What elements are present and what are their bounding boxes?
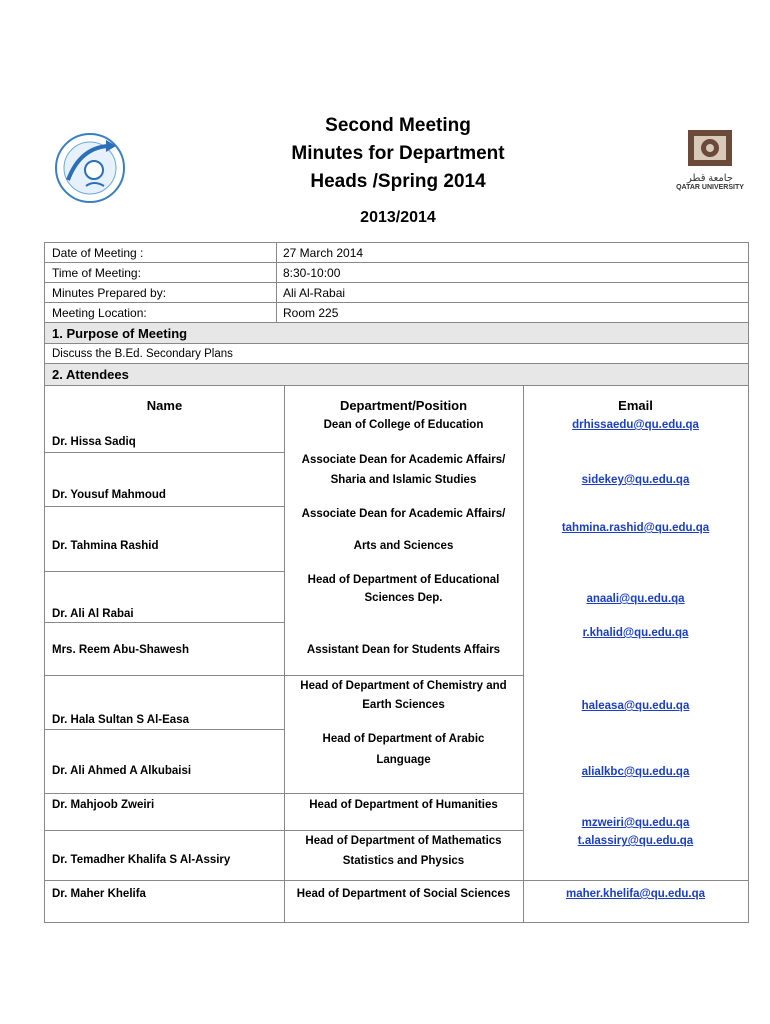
attendee-dept: Head of Department of Humanities	[309, 799, 498, 811]
attendee-name: Dr. Ali Ahmed A Alkubaisi	[52, 765, 192, 777]
name-column-header: Name	[146, 398, 183, 413]
purpose-text: Discuss the B.Ed. Secondary Plans	[52, 348, 233, 360]
attendee-dept-line2: Sharia and Islamic Studies	[330, 474, 477, 486]
attendee-email-link[interactable]: haleasa@qu.edu.qa	[581, 700, 690, 712]
purpose-row	[45, 344, 748, 364]
date-value: 27 March 2014	[283, 246, 364, 260]
attendee-dept-line2: Statistics and Physics	[342, 855, 465, 867]
attendee-email-link[interactable]: mzweiri@qu.edu.qa	[581, 817, 690, 829]
qatar-university-logo	[674, 128, 746, 190]
attendee-name: Mrs. Reem Abu-Shawesh	[52, 644, 189, 656]
attendee-dept-line2: Language	[376, 754, 431, 766]
attendees-section-header	[45, 364, 748, 386]
attendee-dept: Associate Dean for Academic Affairs/	[301, 454, 506, 466]
qu-english-text: QATAR UNIVERSITY	[676, 184, 744, 191]
row-separator	[45, 675, 523, 676]
info-divider	[276, 243, 277, 323]
attendee-email-link[interactable]: drhissaedu@qu.edu.qa	[572, 419, 699, 431]
attendee-dept: Associate Dean for Academic Affairs/	[301, 508, 506, 520]
location-value: Room 225	[283, 306, 339, 320]
row-separator	[45, 571, 284, 572]
attendee-dept-line2: Earth Sciences	[362, 699, 445, 711]
meeting-date-row	[45, 243, 748, 263]
attendee-name: Dr. Temadher Khalifa S Al-Assiry	[52, 854, 231, 866]
attendee-dept: Head of Department of Mathematics	[305, 835, 502, 847]
attendee-name: Dr. Tahmina Rashid	[52, 540, 159, 552]
minutes-table	[44, 242, 749, 923]
title-line-2: Minutes for Department	[291, 143, 505, 164]
attendee-name: Dr. Ali Al Rabai	[52, 608, 134, 620]
qu-arabic-text: جامعة قطر	[686, 173, 734, 184]
attendees-heading: 2. Attendees	[52, 367, 129, 382]
attendee-dept: Dean of College of Education	[323, 419, 484, 431]
meeting-location-row	[45, 303, 748, 323]
row-separator	[45, 452, 284, 453]
row-separator	[45, 793, 523, 794]
attendee-name: Dr. Hissa Sadiq	[52, 436, 136, 448]
attendee-dept: Head of Department of Social Sciences	[296, 888, 511, 900]
row-separator	[45, 830, 523, 831]
minutes-label: Minutes Prepared by:	[52, 286, 167, 300]
time-value: 8:30-10:00	[283, 266, 341, 280]
meeting-time-row	[45, 263, 748, 283]
attendee-name: Dr. Mahjoob Zweiri	[52, 799, 155, 811]
attendee-name: Dr. Maher Khelifa	[52, 888, 146, 900]
minutes-value: Ali Al-Rabai	[283, 286, 346, 300]
document-title	[0, 112, 770, 232]
attendee-email-link[interactable]: maher.khelifa@qu.edu.qa	[565, 888, 706, 900]
date-label: Date of Meeting :	[52, 246, 144, 260]
location-label: Meeting Location:	[52, 306, 147, 320]
title-line-1: Second Meeting	[325, 115, 471, 136]
table-bottom-border	[45, 922, 748, 923]
purpose-section-header	[45, 323, 748, 344]
row-separator	[45, 622, 284, 623]
attendee-email-link[interactable]: r.khalid@qu.edu.qa	[582, 627, 689, 639]
attendee-name: Dr. Hala Sultan S Al-Easa	[52, 714, 189, 726]
attendee-dept-line2: Arts and Sciences	[353, 540, 454, 552]
attendee-email-link[interactable]: alialkbc@qu.edu.qa	[581, 766, 690, 778]
row-separator	[45, 880, 748, 881]
attendee-email-link[interactable]: tahmina.rashid@qu.edu.qa	[561, 522, 710, 534]
title-line-3: Heads /Spring 2014	[310, 171, 486, 192]
purpose-heading: 1. Purpose of Meeting	[52, 326, 188, 341]
attendee-name: Dr. Yousuf Mahmoud	[52, 489, 166, 501]
attendee-dept-line2: Sciences Dep.	[364, 592, 443, 604]
row-separator	[45, 729, 284, 730]
attendee-dept: Assistant Dean for Students Affairs	[306, 644, 501, 656]
attendee-dept: Head of Department of Educational	[307, 574, 500, 586]
time-label: Time of Meeting:	[52, 266, 141, 280]
academic-year: 2013/2014	[360, 209, 436, 226]
attendee-email-link[interactable]: anaali@qu.edu.qa	[586, 593, 685, 605]
attendee-dept: Head of Department of Chemistry and	[300, 680, 507, 692]
attendee-email-link[interactable]: sidekey@qu.edu.qa	[581, 474, 690, 486]
row-separator	[45, 506, 284, 507]
email-column-header: Email	[618, 398, 653, 413]
minutes-by-row	[45, 283, 748, 303]
attendee-email-link[interactable]: t.alassiry@qu.edu.qa	[577, 835, 694, 847]
department-column-header: Department/Position	[339, 398, 468, 413]
attendee-dept: Head of Department of Arabic	[322, 733, 485, 745]
